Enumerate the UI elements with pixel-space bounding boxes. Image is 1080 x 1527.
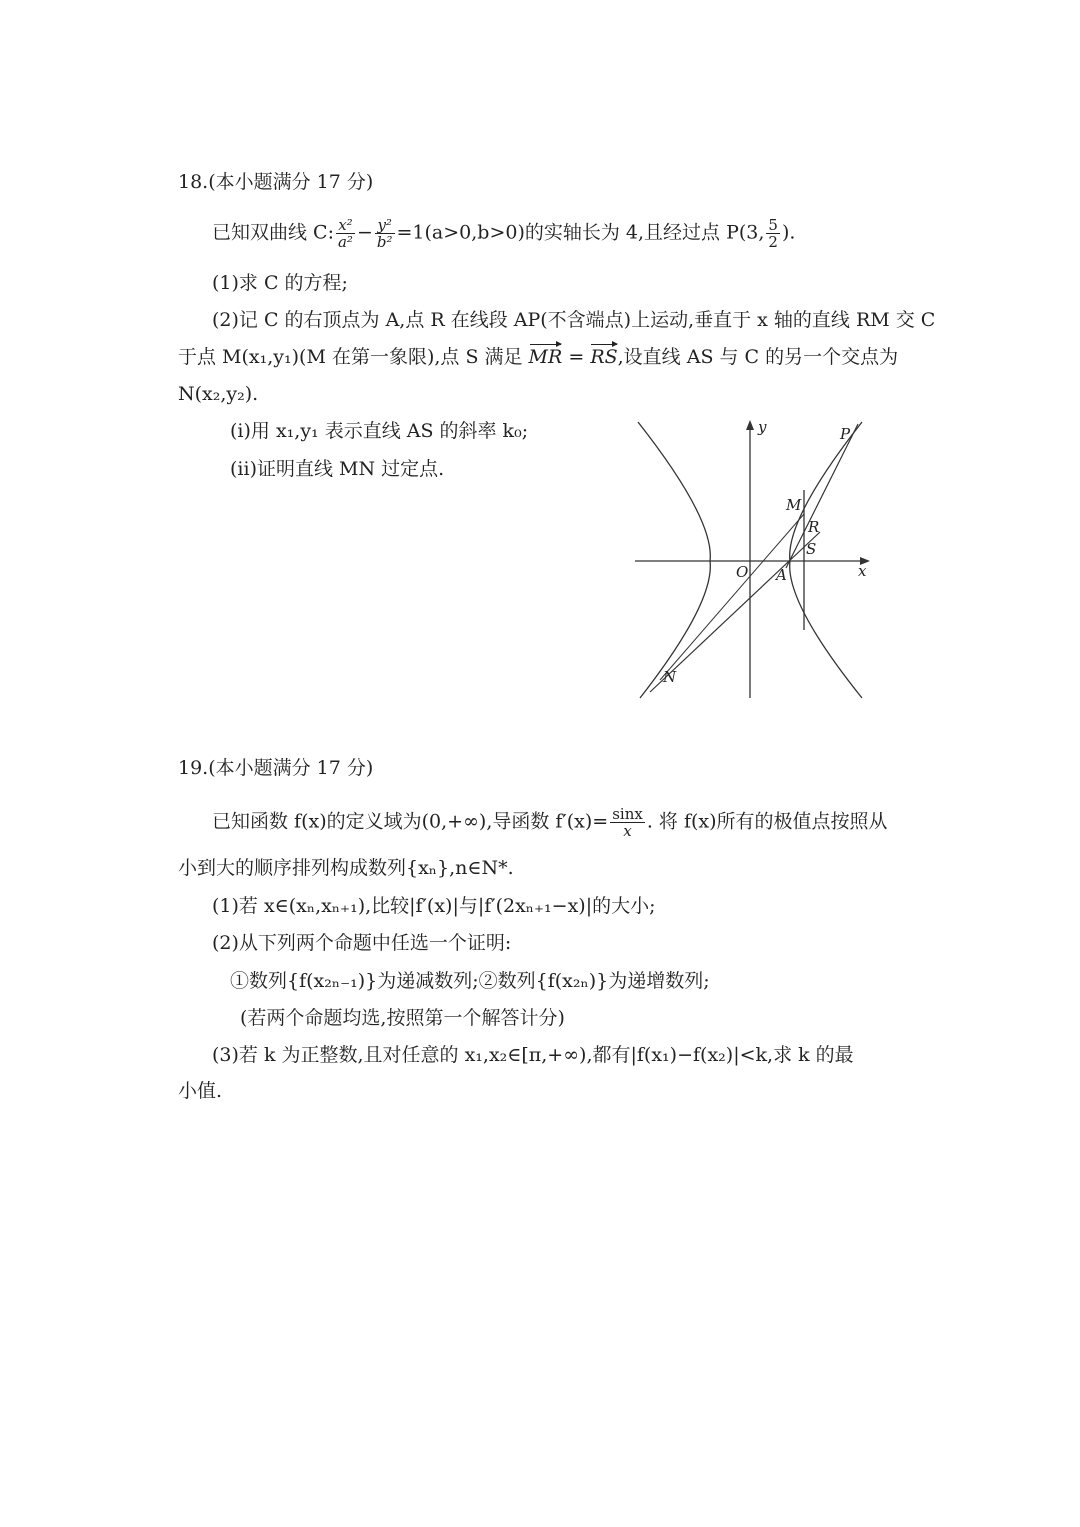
label-m: M [786,496,802,514]
label-r: R [808,518,820,536]
hyperbola-right-branch [790,422,862,698]
q19-part1: (1)若 x∈(xₙ,xₙ₊₁),比较|f′(x)|与|f′(2xₙ₊₁−x)|的大小; [212,895,656,917]
q18-part2-line2 [178,345,898,369]
q18-subpart-i: (i)用 x₁,y₁ 表示直线 AS 的斜率 k₀; [230,420,529,442]
q19-intro-b: . 将 f(x)所有的极值点按照从 [646,810,888,833]
q19-intro-a: 已知函数 f(x)的定义域为(0,+∞),导函数 f′(x)= [212,810,609,833]
q19-part2: (2)从下列两个命题中任选一个证明: [212,932,512,954]
fraction-sinx-over-x [610,806,645,839]
label-n: N [663,668,677,686]
hyperbola-left-branch [638,422,710,698]
q19-intro [212,806,888,839]
q18-header: 18.(本小题满分 17 分) [178,171,374,193]
vector-equals: = [562,346,591,368]
label-p: P [840,425,851,443]
q18-part2-line3: N(x₂,y₂). [178,383,259,405]
y-axis-arrow [746,420,754,430]
vector-rs: RS [590,346,618,368]
q18-part2-text-b: ,设直线 AS 与 C 的另一个交点为 [617,346,899,368]
q18-intro-prefix: 已知双曲线 C: [212,221,334,244]
q19-intro-line2: 小到大的顺序排列构成数列{xₙ},n∈N*. [178,857,514,879]
vector-mr: MR [528,346,563,368]
frac-denominator: a² [337,233,353,251]
label-o: O [736,563,749,581]
fraction-y-over-b [375,217,395,250]
q19-part3-line2: 小值. [178,1080,223,1102]
fraction-five-halves [766,217,780,250]
label-s: S [806,540,817,558]
q18-intro: 已知双曲线 C: $\frac{\text{x²}}{\text{a²}}$ − $\frac{\text{y²}}{\text{b²}}$ =1(a>0,b>0)的实轴长为 4,且经过点 P(3, $\frac{5}{2}$ ). [212,216,796,251]
q18-part1: (1)求 C 的方程; [212,272,348,294]
frac-denominator: b² [376,233,393,251]
label-y: y [758,418,767,436]
q19-header: 19.(本小题满分 17 分) [178,757,374,779]
label-a: A [776,566,787,584]
frac-denominator: x [623,822,632,840]
q18-part2-text-a: 于点 M(x₁,y₁)(M 在第一象限),点 S 满足 [178,346,529,368]
fraction-x-over-a [336,217,355,250]
q18-subpart-ii: (ii)证明直线 MN 过定点. [230,458,445,480]
frac-denominator: 2 [768,233,778,251]
hyperbola-figure [620,410,880,710]
q19-options: ①数列{f(x₂ₙ₋₁)}为递减数列;②数列{f(x₂ₙ)}为递增数列; [230,970,710,992]
frac-numerator: x² [336,217,355,234]
label-x: x [858,562,867,580]
q19-note: (若两个命题均选,按照第一个解答计分) [240,1007,565,1029]
frac-numerator: sinx [612,805,643,823]
q18-intro-end: ). [781,221,796,244]
q19-part3-line1: (3)若 k 为正整数,且对任意的 x₁,x₂∈[π,+∞),都有|f(x₁)−f(x₂)|<k,求 k 的最 [212,1044,854,1066]
frac-numerator: 5 [768,216,778,234]
line-mn [660,514,804,680]
frac-numerator: y² [375,217,395,234]
q18-intro-equation: =1(a>0,b>0)的实轴长为 4,且经过点 P(3, [396,221,765,244]
q18-part2-line1: (2)记 C 的右顶点为 A,点 R 在线段 AP(不含端点)上运动,垂直于 x 轴的直线 RM 交 C [212,309,936,331]
